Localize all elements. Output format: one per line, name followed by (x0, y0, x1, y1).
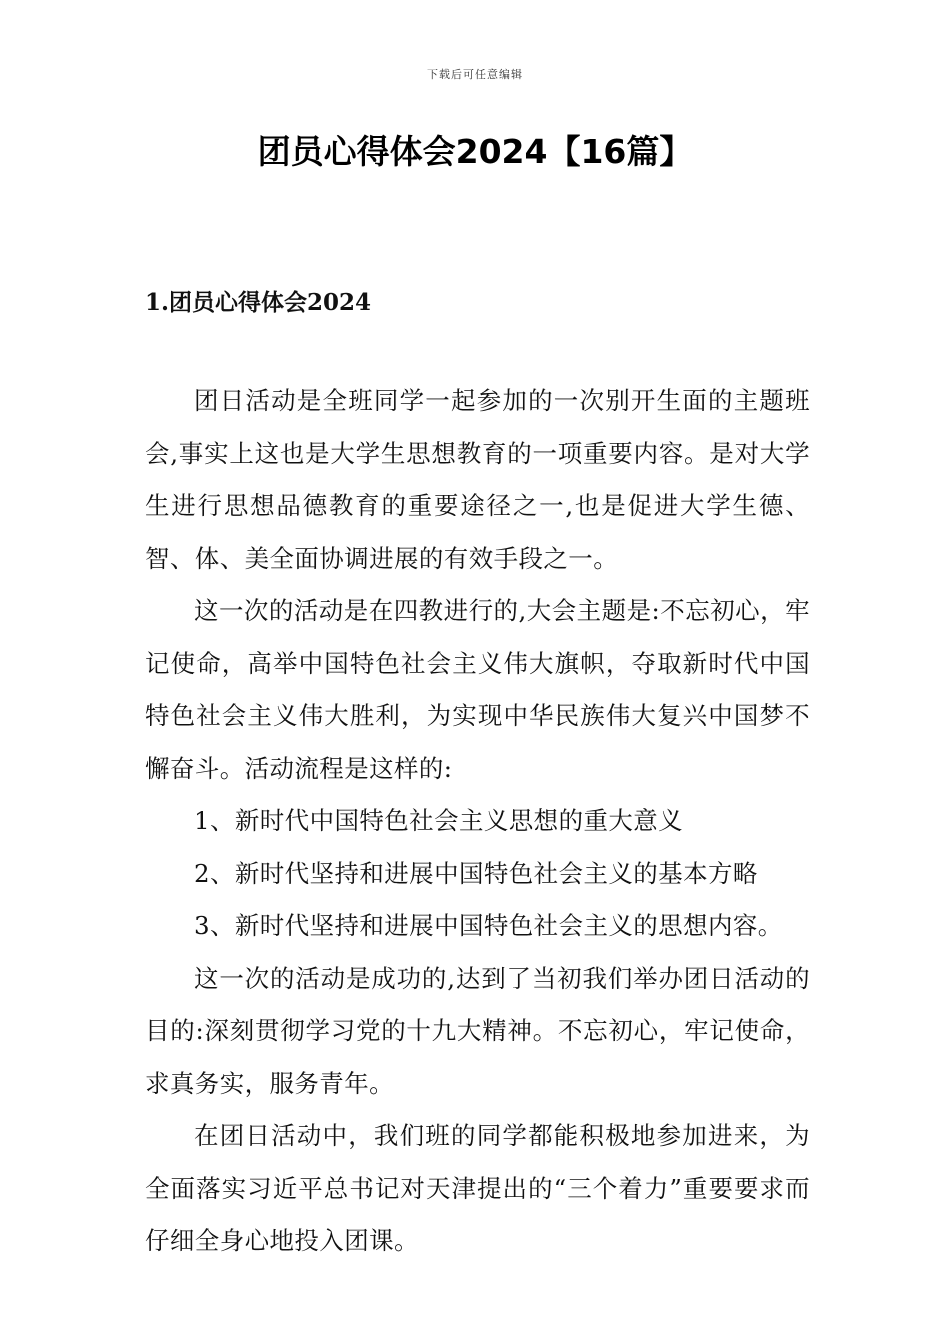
list-item: 3、新时代坚持和进展中国特色社会主义的思想内容。 (194, 911, 783, 940)
paragraph: 这一次的活动是在四教进行的,大会主题是:不忘初心，牢记使命，高举中国特色社会主义伟大旗帜，夺取新时代中国特色社会主义伟大胜利，为实现中华民族伟大复兴中国梦不懈奋斗。活动流程是这样的: (145, 596, 810, 783)
list-item: 2、新时代坚持和进展中国特色社会主义的基本方略 (194, 858, 758, 888)
paragraph: 在团日活动中，我们班的同学都能积极地参加进来，为全面落实习近平总书记对天津提出的“三个着力”重要要求而仔细全身心地投入团课。 (145, 1121, 810, 1255)
paragraph: 团日活动是全班同学一起参加的一次别开生面的主题班会,事实上这也是大学生思想教育的一项重要内容。是对大学生进行思想品德教育的重要途径之一,也是促进大学生德、智、体、美全面协调进展的有效手段之一。 (145, 386, 810, 573)
list-item: 1、新时代中国特色社会主义思想的重大意义 (194, 806, 684, 835)
paragraph: 这一次的活动是成功的,达到了当初我们举办团日活动的目的:深刻贯彻学习党的十九大精神。不忘初心，牢记使命，求真务实，服务青年。 (145, 963, 810, 1098)
document-title: 团员心得体会2024【16篇】 (257, 132, 693, 171)
document-body (145, 375, 810, 1268)
section-heading: 1.团员心得体会2024 (145, 289, 372, 316)
header-note: 下载后可任意编辑 (427, 68, 523, 81)
